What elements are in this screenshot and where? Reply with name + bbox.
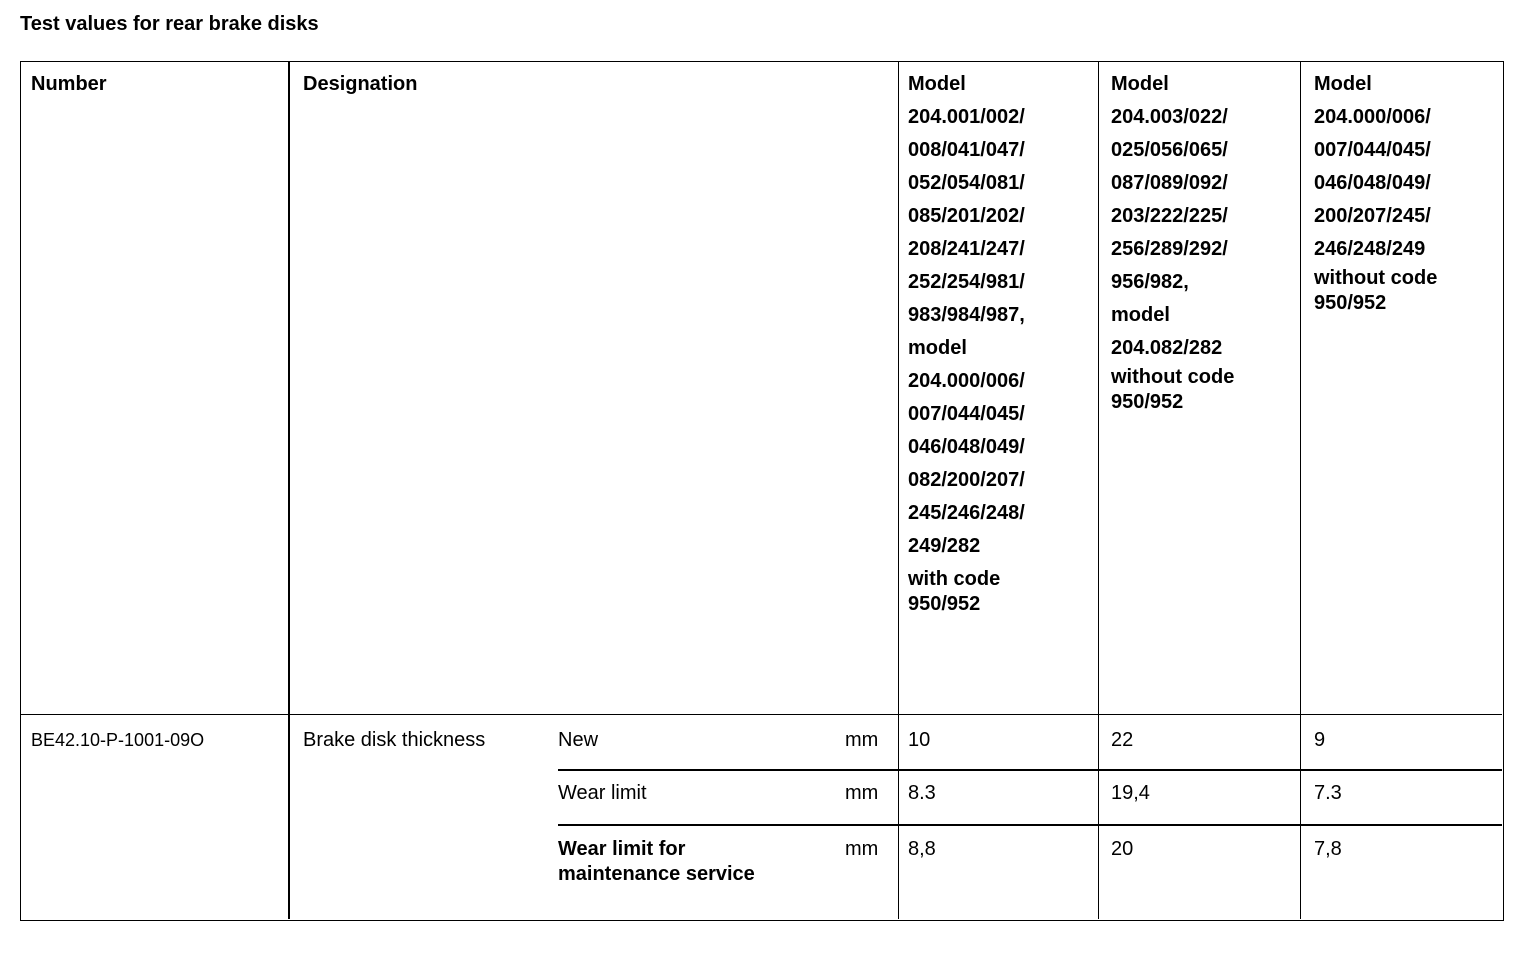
subrow-unit: mm: [845, 782, 879, 804]
header-designation: Designation: [303, 73, 418, 95]
model-code-note: without code: [1111, 366, 1235, 388]
model-numbers: 204.001/002/ 008/041/047/ 052/054/081/ 085/201/202/ 208/241/247/ 252/254/981/ 983/984/987, model 204.000/006/ 007/044/045/ 046/048/049/ 082/200/207/ 245/246/248/ 249/282: [908, 106, 1025, 557]
header-model-3: [1314, 72, 1437, 316]
value-cell: 10: [908, 729, 931, 751]
column-divider: [288, 62, 290, 919]
model-code-note: without code: [1314, 267, 1438, 289]
column-divider: [1098, 62, 1099, 919]
subrow-divider: [558, 824, 1502, 826]
model-code-note: with code: [908, 568, 1001, 590]
model-numbers: 204.003/022/ 025/056/065/ 087/089/092/ 203/222/225/ 256/289/292/ 956/982, model 204.082/282: [1111, 106, 1228, 359]
header-number: Number: [31, 73, 107, 95]
subrow-label-wear-limit: Wear limit: [558, 782, 647, 804]
model-label: Model: [908, 73, 966, 95]
subrow-divider: [558, 769, 1502, 771]
model-numbers: 204.000/006/ 007/044/045/ 046/048/049/ 200/207/245/ 246/248/249: [1314, 106, 1431, 260]
value-cell: 19,4: [1111, 782, 1150, 804]
header-model-1: [908, 72, 1025, 617]
header-row-divider: [21, 714, 1502, 715]
value-cell: 8,8: [908, 838, 936, 860]
value-cell: 22: [1111, 729, 1134, 751]
value-cell: 8.3: [908, 782, 936, 804]
model-code: 950/952: [1314, 292, 1387, 314]
model-code: 950/952: [908, 593, 981, 615]
subrow-unit: mm: [845, 838, 879, 860]
row-number: BE42.10-P-1001-09O: [31, 730, 205, 750]
model-code: 950/952: [1111, 391, 1184, 413]
column-divider: [898, 62, 899, 919]
column-divider: [1300, 62, 1301, 919]
page-title: Test values for rear brake disks: [20, 13, 319, 35]
row-designation: Brake disk thickness: [303, 729, 486, 751]
header-model-2: [1111, 72, 1234, 415]
value-cell: 7,8: [1314, 838, 1342, 860]
model-label: Model: [1111, 73, 1169, 95]
subrow-label-maintenance: Wear limit for maintenance service: [558, 838, 755, 885]
value-cell: 7.3: [1314, 782, 1342, 804]
subrow-unit: mm: [845, 729, 879, 751]
value-cell: 20: [1111, 838, 1134, 860]
model-label: Model: [1314, 73, 1372, 95]
value-cell: 9: [1314, 729, 1326, 751]
test-values-table: [20, 61, 1504, 921]
subrow-label-new: New: [558, 729, 599, 751]
